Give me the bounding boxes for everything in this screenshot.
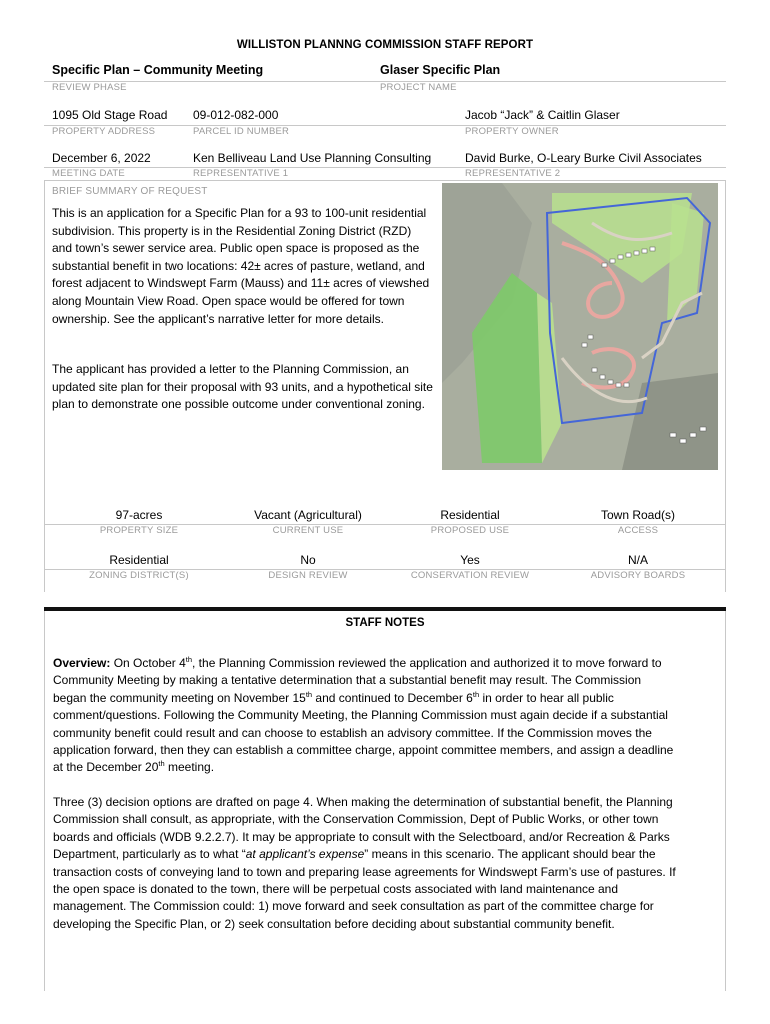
superscript: th: [185, 655, 193, 664]
property-owner-value: Jacob “Jack” & Caitlin Glaser: [465, 108, 620, 122]
superscript: th: [305, 689, 313, 699]
current-use-label: CURRENT USE: [272, 525, 344, 536]
text-line: boards and officials (WDB 9.2.2.7). It may be appropriate to consult with the Selectboard, and/or Recreation & Parks: [53, 829, 670, 844]
conservation-review-value: Yes: [460, 553, 480, 567]
text-run: at the December 20: [53, 760, 159, 775]
text-run: in order to hear all public: [479, 690, 614, 705]
superscript: th: [472, 689, 480, 699]
representative1-label: REPRESENTATIVE 1: [193, 168, 289, 179]
divider: [44, 81, 726, 82]
review-phase-label: REVIEW PHASE: [52, 82, 127, 93]
meeting-date-label: MEETING DATE: [52, 168, 125, 179]
text-line: the open space is donated to the town, there will be perpetual costs associated with land maintenance and: [53, 882, 619, 897]
overview-paragraph: [53, 655, 723, 777]
report-title: WILLISTON PLANNNG COMMISSION STAFF REPORT: [236, 39, 534, 51]
text-run: meeting.: [164, 760, 215, 775]
text-run: and continued to December 6: [312, 690, 473, 705]
advisory-boards-value: N/A: [627, 553, 648, 567]
divider: [44, 180, 726, 181]
divider: [44, 524, 726, 525]
divider: [44, 569, 726, 570]
decision-options-paragraph: [53, 794, 723, 933]
project-name-value: Glaser Specific Plan: [380, 63, 501, 77]
property-size-label: PROPERTY SIZE: [99, 525, 179, 536]
proposed-use-label: PROPOSED USE: [430, 525, 510, 536]
text-run: Department, particularly as to what “: [53, 847, 246, 862]
text-line: community benefit could result and can choose to establish an advisory committee. If the Commission moves the: [53, 725, 652, 740]
text-run: began the community meeting on November 15: [53, 690, 306, 705]
property-owner-label: PROPERTY OWNER: [465, 126, 559, 137]
text-run: On October 4: [110, 656, 186, 670]
text-line: Three (3) decision options are drafted on page 4. When making the determination of substantial benefit, the Planning: [53, 795, 673, 809]
superscript: th: [158, 759, 165, 769]
design-review-value: No: [300, 553, 316, 567]
notes-right-border: [725, 611, 726, 991]
summary-label: BRIEF SUMMARY OF REQUEST: [52, 186, 208, 197]
text-line: comment/questions. Following the Community Meeting, the Planning Commission must again decide if a substantial: [53, 708, 668, 723]
italic-phrase: at applicant’s expense: [245, 847, 365, 862]
representative2-label: REPRESENTATIVE 2: [465, 168, 561, 179]
design-review-label: DESIGN REVIEW: [268, 570, 348, 581]
representative1-value: Ken Belliveau Land Use Planning Consulting: [193, 151, 432, 165]
text-run: , the Planning Commission reviewed the application and authorized it to move forward to: [192, 656, 662, 670]
text-line: application forward, then they can establish a committee charge, appoint committee members, and assign a deadline: [53, 743, 674, 758]
text-line: management. The Commission could: 1) move forward and seek consultation as part of the committee charge for: [53, 899, 654, 914]
text-line: transaction costs of conveying land to town and preparing lease agreements for Windswept Farm’s use of pastures. If: [53, 864, 676, 879]
text-line: Commission shall consult, as appropriate, with the Conservation Commission, Dept of Public Works, or other town: [53, 812, 659, 827]
meeting-date-value: December 6, 2022: [52, 151, 151, 165]
staff-notes-heading: STAFF NOTES: [345, 617, 425, 629]
parcel-id-label: PARCEL ID NUMBER: [193, 126, 290, 137]
conservation-review-label: CONSERVATION REVIEW: [410, 570, 530, 581]
summary-paragraph-1: This is an application for a Specific Plan for a 93 to 100-unit residential subdivision. This property is in the Residential Zoning District (RZD) and town’s sewer service area. Public open space is proposed as the substantial benefit in two locations: 42± acres of pasture, wetland, and forest adjacent to Windswept Farm (Mauss) and 11± acres of viewshed along Mountain View Road. Open space would be offered for town ownership. See the applicant’s narrative letter for more details.: [52, 206, 430, 326]
text-line: developing the Specific Plan, or 2) seek consultation before deciding about substantial community benefit.: [53, 916, 615, 931]
property-address-value: 1095 Old Stage Road: [52, 108, 168, 122]
site-plan-map: [442, 183, 718, 470]
proposed-use-value: Residential: [440, 508, 500, 522]
summary-paragraph-2: The applicant has provided a letter to the Planning Commission, an updated site plan for their proposal with 93 units, and a hypothetical site plan to demonstrate one possible outcome under conventional zoning.: [52, 362, 433, 412]
parcel-id-value: 09-012-082-000: [193, 108, 279, 122]
site-plan-image: [442, 183, 718, 470]
text-line: Community Meeting by making a tentative determination that a substantial benefit may result. The Commission: [53, 673, 642, 688]
property-address-label: PROPERTY ADDRESS: [52, 126, 156, 137]
advisory-boards-label: ADVISORY BOARDS: [590, 570, 686, 581]
divider: [44, 167, 726, 168]
zoning-district-label: ZONING DISTRICT(S): [89, 570, 189, 581]
access-value: Town Road(s): [600, 508, 676, 522]
current-use-value: Vacant (Agricultural): [254, 508, 362, 522]
overview-label: Overview:: [53, 656, 111, 670]
review-phase-value: Specific Plan – Community Meeting: [52, 63, 264, 77]
representative2-value: David Burke, O-Leary Burke Civil Associates: [465, 151, 702, 165]
property-size-value: 97-acres: [115, 508, 163, 522]
divider: [44, 125, 726, 126]
access-label: ACCESS: [617, 525, 659, 536]
text-run: ” means in this scenario. The applicant should bear the: [364, 847, 656, 862]
notes-left-border: [44, 611, 45, 991]
project-name-label: PROJECT NAME: [380, 82, 457, 93]
section-rule: [44, 607, 726, 611]
zoning-district-value: Residential: [109, 553, 169, 567]
